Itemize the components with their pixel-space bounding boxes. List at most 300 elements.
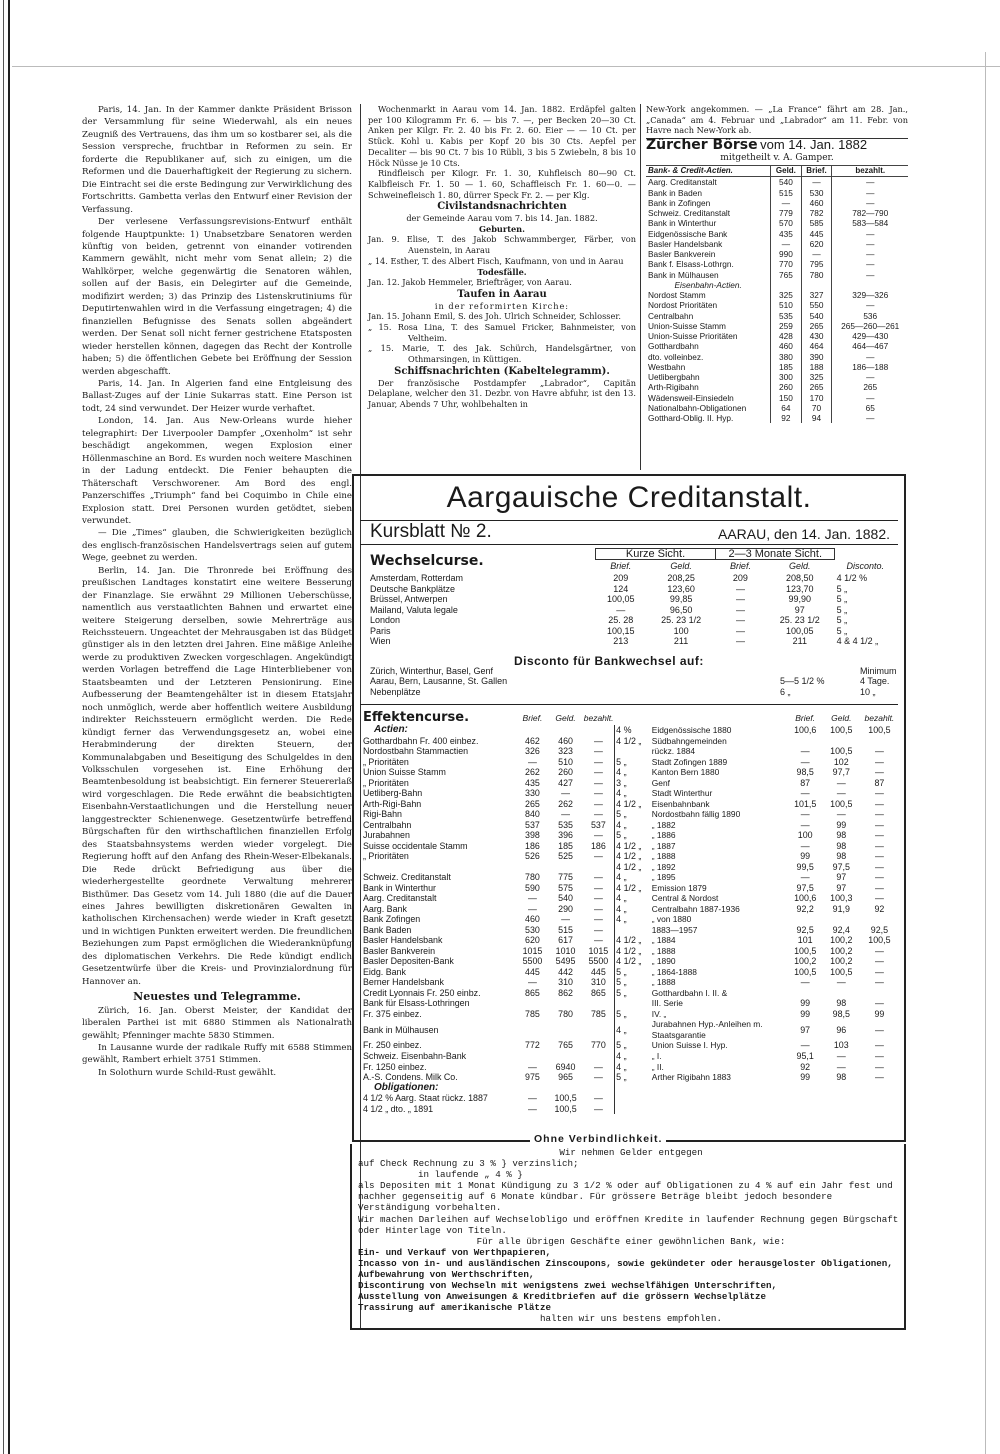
row-label: Brüssel, Antwerpen	[370, 594, 448, 605]
row-label: 4 „	[616, 1050, 627, 1061]
row-value: 975	[525, 1072, 540, 1083]
table-row	[362, 757, 900, 768]
row-value: 540	[801, 311, 832, 321]
row-value: 97,5	[832, 861, 850, 872]
row-value: —	[800, 872, 810, 883]
row-value: —	[583, 872, 615, 883]
table-row	[646, 362, 908, 372]
gutter-rule	[8, 0, 10, 1454]
row-value: 535	[771, 311, 801, 321]
row-value: 259	[771, 321, 801, 331]
row-value: 262	[525, 767, 540, 778]
row-value: —	[735, 583, 745, 594]
table-row	[646, 229, 908, 239]
row-value: —	[583, 1062, 615, 1073]
col-header: Geld.	[789, 561, 811, 572]
row-label: „ 1882	[651, 819, 676, 830]
row-value: —	[832, 270, 908, 280]
row-value: 550	[801, 300, 832, 310]
table-row	[362, 893, 900, 904]
kursblatt-title: Aargauische Creditanstalt.	[446, 481, 812, 514]
row-value: 100,2	[830, 945, 853, 956]
row-value: —	[800, 977, 810, 988]
col-header: Brief.	[522, 713, 543, 723]
table-row	[646, 393, 908, 403]
empty-cell	[651, 1083, 787, 1094]
row-label: Centralbahn	[648, 310, 694, 321]
row-value: 95,1	[796, 1050, 814, 1061]
row-value: 65	[832, 403, 908, 413]
row-label: Central & Nordost	[651, 893, 719, 904]
row-value: —	[801, 249, 832, 259]
row-value: 265	[832, 382, 908, 392]
row-value: 98	[836, 840, 847, 851]
row-value: 380	[771, 352, 801, 362]
row-value: 300	[771, 372, 801, 382]
row-value: —	[561, 914, 570, 925]
row-value: —	[836, 977, 846, 988]
row-label: Arth-Rigibahn	[648, 382, 699, 393]
offer-line: als Depositen mit 1 Monat Kündigung zu 3 1/2 % oder auf Obligationen zu 4 % auf ein Jahr fest und nachher gegenseitig auf 6 Monate kündbar. Für grössere Beträge bleibt jedoch besondere Verständigung vorbehalten.	[358, 1180, 893, 1214]
empty-cell	[859, 1083, 899, 1094]
row-value: 780	[801, 270, 832, 280]
table-row	[368, 573, 896, 583]
row-label: Wien	[370, 636, 391, 647]
row-value: 290	[558, 903, 573, 914]
row-value: 427	[558, 777, 573, 788]
row-label: Suisse occidentale Stamm	[363, 840, 468, 851]
disconto-term: Minimum	[860, 666, 897, 676]
row-label: IV. „	[651, 1008, 667, 1019]
row-value	[583, 998, 615, 1009]
row-value: 1015	[522, 945, 543, 956]
row-value: 464—467	[832, 341, 908, 351]
row-label: „ 1888	[651, 945, 676, 956]
row-value: —	[583, 830, 615, 841]
table-row	[362, 746, 900, 757]
offer-line: Ausstellung von Anweisungen & Kreditbriefen auf die grössern Wechselplätze	[358, 1291, 766, 1303]
row-value: 535	[558, 819, 573, 830]
table-row	[646, 403, 908, 413]
table-row	[362, 767, 900, 778]
row-value: 840	[525, 809, 540, 820]
row-label: Nordostbahn Stammactien	[363, 746, 469, 757]
row-label: Bank Zofingen	[363, 914, 421, 925]
row-value	[583, 1051, 615, 1062]
row-label: Basler Bankverein	[648, 249, 716, 260]
row-value: 100,5	[868, 725, 891, 735]
gutter-edge	[3, 0, 4, 1454]
row-value: —	[874, 1072, 884, 1083]
row-value: 5495	[555, 956, 576, 967]
row-value: 70	[801, 403, 832, 413]
table-row	[362, 841, 900, 852]
table-row	[646, 270, 908, 280]
row-value	[516, 1051, 548, 1062]
row-value: 188	[801, 362, 832, 372]
row-label: Jurabahnen	[363, 830, 410, 841]
disconto-place: Aarau, Bern, Lausanne, St. Gallen	[370, 676, 508, 687]
disconto-row	[370, 676, 898, 686]
row-label: Union Suisse I. Hyp.	[651, 1040, 728, 1051]
row-label: Bank für Elsass-Lothringen	[363, 998, 470, 1009]
row-value: 310	[583, 977, 615, 988]
row-label: Basler Bankverein	[363, 945, 436, 956]
row-label: A.-S. Condens. Milk Co.	[363, 1072, 458, 1083]
row-label: 5 „	[616, 977, 627, 988]
disconto-term: 4 Tage.	[860, 676, 890, 687]
row-value: —	[832, 372, 908, 382]
row-value: 530	[525, 924, 540, 935]
section-label: Obligationen:	[374, 1081, 439, 1093]
row-value: 265—260—261	[832, 321, 908, 331]
row-label: Union-Suisse Prioritäten	[648, 331, 738, 342]
row-value: 585	[801, 218, 832, 228]
row-value: —	[528, 1103, 537, 1114]
row-label: Basler Handelsbank	[648, 238, 723, 249]
news-item: In Solothurn wurde Schild-Rust gewählt.	[98, 1067, 277, 1078]
ohne-verbindlichkeit: Ohne Verbindlichkeit.	[530, 1133, 666, 1145]
row-label: Centralbahn	[363, 819, 412, 830]
row-label: Stadt Winterthur	[651, 788, 713, 799]
row-value: —	[874, 872, 884, 883]
row-value: 327	[801, 290, 832, 300]
row-value: 590	[525, 882, 540, 893]
empty-cell	[787, 1104, 823, 1115]
row-label: Bank in Baden	[648, 187, 702, 198]
row-value: —	[874, 861, 884, 872]
schiffsnachrichten-text: Der französische Postdampfer „Labrador“, Capitän Delaplane, welcher den 31. Dezbr. von Havre abfuhr, ist den 13. Januar, Abends 7 Uhr, wohlbehalten in	[368, 377, 636, 409]
row-label: 4 1/2 „	[616, 882, 642, 893]
row-label	[615, 925, 651, 936]
row-value: —	[735, 615, 745, 626]
boerse-header	[646, 138, 908, 153]
table-row	[362, 1009, 900, 1020]
row-value: —	[874, 1050, 884, 1061]
disconto-rate: 6 „	[780, 686, 791, 697]
row-value: 98	[836, 998, 847, 1009]
row-label: 4 1/2 % Aarg. Staat rückz. 1887	[363, 1093, 488, 1104]
row-value: 325	[801, 372, 832, 382]
row-label: 4 1/2 „	[616, 851, 642, 862]
row-value	[787, 914, 823, 925]
row-value: 772	[525, 1040, 540, 1051]
row-value: 100,5	[868, 935, 891, 946]
row-value	[787, 988, 823, 999]
table-row	[362, 998, 900, 1009]
row-value: 782	[801, 208, 832, 218]
row-value: 150	[771, 393, 801, 403]
row-value: 770	[583, 1040, 615, 1051]
row-value: 537	[525, 819, 540, 830]
row-value: 92,2	[796, 903, 814, 914]
row-value: 325	[771, 290, 801, 300]
row-label: „ 1887	[651, 840, 676, 851]
row-value: 100,15	[606, 625, 635, 636]
row-value	[823, 736, 859, 747]
row-value: —	[832, 229, 908, 239]
row-label: Bank in Mülhausen	[363, 1024, 439, 1035]
table-row	[362, 883, 900, 894]
row-value: 98	[836, 830, 847, 841]
row-value: 262	[558, 798, 573, 809]
row-label: „ 1892	[651, 861, 676, 872]
row-value: 99	[800, 1008, 811, 1019]
row-value: 209	[732, 573, 748, 584]
row-value: 92	[800, 1061, 811, 1072]
row-value: 460	[558, 735, 573, 746]
row-value: 329—326	[832, 290, 908, 300]
table-row	[362, 967, 900, 978]
row-value: —	[528, 1093, 537, 1104]
row-label	[615, 746, 651, 757]
row-label: London	[370, 615, 401, 626]
boerse-title: Zürcher Börse	[646, 137, 758, 154]
wochenmarkt: Wochenmarkt in Aarau vom 14. Jan. 1882. Erdäpfel galten per 100 Kilogramm Fr. 6. — bis 7. —, per Becken 20—30 Ct. Anken per Kilgr. Fr. 2. 40 bis Fr. 2. 60. Eier — — 10 Ct. per Stück. Kohl u. Kabis per Kopf 20 bis 30 Cts. Aepfel per Decaliter — bis 90 Ct. 7 bis 10 Rübli, 3 bis 5 Zwiebeln, 8 bis 10 Höck Nüsse je 10 Cts.	[368, 104, 636, 168]
row-value: —	[832, 177, 908, 188]
row-label: 4 „	[616, 903, 627, 914]
article-paragraph: Paris, 14. Jan. In der Kammer dankte Präsident Brisson der Versammlung für seine Wiederwahl, als ein neues Zeugniß des Vertrauens, das ihm um so kostbarer sei, als die Session verspreche, fruchtbar in Reformen zu sein. Er forderte die Republikaner auf, sich zu einigen, um die Reformen und die Dauerhaftigkeit der Regierung zu sichern. Die Eintracht sei die erste Bedingung zur Verwirklichung des Fortschritts. Gambetta verlas den Entwurf einer Revision der Verfassung.	[82, 105, 352, 215]
offer-line: Wir machen Darleihen auf Wechselobligo und eröffnen Kredite in laufender Rechnung gegen Bürgschaft oder Hinterlage von Titeln.	[358, 1213, 899, 1236]
row-value: —	[583, 809, 615, 820]
row-value: —	[832, 239, 908, 249]
row-label: Union-Suisse Stamm	[648, 320, 726, 331]
row-label: Fr. 250 einbez.	[363, 1040, 422, 1051]
disconto-row	[370, 666, 898, 676]
row-value: —	[832, 352, 908, 362]
row-value: —	[832, 249, 908, 259]
row-value: 87	[800, 777, 811, 788]
row-value: —	[874, 882, 884, 893]
row-label: 4 1/2 „ dto. „ 1891	[363, 1103, 434, 1114]
row-value: 445	[525, 966, 540, 977]
row-value: —	[583, 904, 615, 915]
row-value: 515	[771, 188, 801, 198]
row-value: —	[561, 788, 570, 799]
row-label: Eidgenössische 1880	[651, 725, 732, 735]
row-label: Bank in Zofingen	[648, 197, 711, 208]
row-label: 5 „	[616, 1008, 627, 1019]
row-value: —	[583, 1072, 615, 1083]
row-value: 92,4	[832, 924, 850, 935]
news-item: Zürich, 16. Jan. Oberst Meister, der Kandidat der liberalen Parthei ist mit 6880 Stimmen als Nationalrath gewählt; Pfenninger machte 5830 Stimmen.	[82, 1005, 352, 1041]
table-row	[646, 218, 908, 228]
row-value: 94	[801, 413, 832, 423]
row-value: 310	[558, 977, 573, 988]
row-value: 97	[794, 604, 805, 615]
row-value: —	[874, 998, 884, 1009]
schiffsnachrichten-heading: Schiffsnachrichten (Kabeltelegramm).	[394, 365, 610, 377]
row-value: 211	[673, 636, 689, 647]
row-value: 323	[558, 746, 573, 757]
offer-line: Wir nehmen Gelder entgegen	[559, 1147, 703, 1158]
row-label: Bank f. Elsass-Lothrgn.	[648, 259, 734, 270]
disconto-heading: Disconto für Bankwechsel auf:	[514, 654, 704, 668]
row-value	[583, 862, 615, 873]
row-value: 101	[797, 935, 813, 946]
row-value: 98	[836, 1072, 847, 1083]
row-value: 92	[771, 413, 801, 423]
taufen-subheading: in der reformirten Kirche:	[434, 300, 570, 311]
empty-cell	[787, 1093, 823, 1104]
row-value: 102	[833, 756, 849, 767]
kursblatt-box	[352, 474, 906, 1142]
row-label: „ 1864-1888	[651, 966, 697, 977]
wechselcurse-table	[368, 548, 896, 647]
row-value: 525	[558, 851, 573, 862]
row-value: —	[874, 830, 884, 841]
row-value: 775	[558, 872, 573, 883]
row-label: „ von 1880	[651, 914, 692, 925]
row-value: 540	[771, 177, 801, 188]
row-label: „ 1884	[651, 935, 676, 946]
boerse-mitgeteilt: mitgetheilt v. A. Gamper.	[720, 152, 834, 163]
table-row	[646, 188, 908, 198]
table-section-row	[646, 280, 908, 290]
row-value: —	[832, 413, 908, 423]
taufe-entry: Jan. 15. Johann Emil, S. des Joh. Ulrich Schneider, Schlosser.	[368, 311, 621, 322]
todesfall-entry: Jan. 12. Jakob Hemmeler, Briefträger, von Aarau.	[368, 277, 572, 288]
row-value: 5500	[583, 956, 615, 967]
table-row	[646, 290, 908, 300]
row-value: —	[874, 945, 884, 956]
row-value	[859, 914, 899, 925]
article-paragraph: Der verlesene Verfassungsrevisions-Entwurf enthält folgende Hauptpunkte: 1) Unabsetzbare Senatoren werden künftig von beiden, getrennt von einander votirenden Kammern gewählt, nicht mehr vom Senat allein; 2) die Wahlkörper, welche gegenwärtig die Senatoren wählen, sollen auf der Basis, ein Delegirter auf die Gemeinde, modifizirt werden; 3) das Prinzip des Listenskrutiniums für Deputirtenwahlen wird in die Verfassung eingetragen; 4) die finanziellen Befugnisse des Senats sollen abgeändert werden. Der Senat soll nicht ferner gestrichene Etatsposten wieder herstellen können, dagegen das Recht der Kontrolle haben; 5) die öffentlichen Gebete bei Eröffnung der Session werden abgeschafft.	[82, 217, 352, 377]
row-label: Aarg. Creditanstalt	[363, 893, 437, 904]
row-value: —	[800, 1040, 810, 1051]
table-row	[362, 1072, 900, 1083]
row-value: 87	[874, 777, 885, 788]
row-value: 186—188	[832, 362, 908, 372]
table-row	[362, 1051, 900, 1062]
row-value: —	[836, 1050, 846, 1061]
table-row	[362, 736, 900, 747]
row-label: Nordost Stamm	[648, 290, 706, 301]
row-value: 4 & 4 1/2 „	[836, 636, 879, 647]
table-row	[362, 946, 900, 957]
empty-cell	[516, 725, 548, 736]
row-label: 4 1/2 „	[616, 956, 642, 967]
disconto-row	[370, 687, 898, 697]
row-label: Stadt Zofingen 1889	[651, 756, 728, 767]
table-row	[368, 615, 896, 625]
row-label: „ 1890	[651, 956, 676, 967]
row-value	[823, 988, 859, 999]
row-value: 100,5	[830, 798, 853, 809]
row-label: 4 „	[616, 893, 627, 904]
row-label: 4 1/2 „	[616, 935, 642, 946]
row-value: —	[583, 935, 615, 946]
table-row	[362, 778, 900, 789]
table-row	[646, 198, 908, 208]
row-value: —	[528, 903, 537, 914]
empty-cell	[549, 725, 583, 736]
col-header: bezahlt.	[832, 166, 908, 177]
row-label: 5 „	[616, 987, 627, 998]
row-value: —	[528, 756, 537, 767]
row-value: 4 1/2 %	[836, 573, 868, 584]
row-value: —	[874, 756, 884, 767]
col-header: Bank- & Credit-Actien.	[646, 166, 771, 177]
row-value: 170	[801, 393, 832, 403]
row-value: 97	[836, 882, 847, 893]
row-value	[859, 736, 899, 747]
news-item: In Lausanne wurde der radikale Ruffy mit 6588 Stimmen gewählt, Rambert erhielt 3751 Stimmen.	[82, 1042, 352, 1066]
table-row	[368, 594, 896, 604]
row-label: 4 1/2 „	[616, 840, 642, 851]
table-row	[362, 799, 900, 810]
row-value: 795	[801, 259, 832, 269]
offer-box	[350, 1144, 906, 1330]
row-label: 1883—1957	[651, 924, 698, 935]
row-value: 100,5	[830, 725, 853, 735]
row-value: —	[583, 799, 615, 810]
row-label: 4 1/2 „	[616, 861, 642, 872]
row-value: 100,2	[830, 956, 853, 967]
row-label: 4 „	[616, 767, 627, 778]
row-label: Jurabahnen Hyp.-Anleihen m. Staatsgarantie	[651, 1019, 763, 1040]
row-value: 97	[800, 1024, 811, 1035]
row-value: 782—790	[832, 208, 908, 218]
row-value: 442	[558, 966, 573, 977]
table-row	[362, 820, 900, 831]
row-value: 99	[836, 819, 847, 830]
table-row	[646, 372, 908, 382]
neuestes-heading: Neuestes und Telegramme.	[133, 990, 301, 1004]
row-value: —	[583, 778, 615, 789]
right-column	[646, 104, 908, 423]
disconto-rate: 5—5 1/2 %	[780, 676, 825, 687]
row-value: 100	[673, 625, 689, 636]
boerse-table	[646, 165, 908, 423]
row-label: 4 „	[616, 914, 627, 925]
row-value: 570	[771, 218, 801, 228]
row-value: 100,5	[554, 1093, 577, 1104]
table-row	[646, 259, 908, 269]
empty-cell	[823, 1104, 859, 1115]
row-value: —	[800, 746, 810, 757]
row-value: 100,5	[554, 1103, 577, 1114]
row-label: Gotthardbahn	[648, 341, 699, 352]
row-value: 100,6	[794, 893, 817, 904]
row-label: Schweiz. Creditanstalt	[363, 872, 451, 883]
table-row	[646, 208, 908, 218]
row-label: 4 1/2 „	[616, 945, 642, 956]
row-value: 536	[832, 311, 908, 321]
col-header: Brief.	[801, 166, 832, 177]
table-row	[362, 935, 900, 946]
taufen-heading: Taufen in Aarau	[457, 288, 547, 300]
row-value: —	[800, 756, 810, 767]
offer-line: Discontirung von Wechseln mit wenigstens zwei wechselfähigen Unterschriften,	[358, 1280, 778, 1292]
row-label: Gotthardbahn I. II. &	[651, 987, 728, 998]
row-value: 620	[801, 239, 832, 249]
row-label: „ 1888	[651, 851, 676, 862]
row-value: 186	[525, 840, 540, 851]
col-header: Geld.	[555, 713, 576, 723]
article-paragraph: — Die „Times“ glauben, die Schwierigkeiten bezüglich des englisch-französischen Handelsvertrags seien auf gutem Wege, geebnet zu werden.	[82, 528, 352, 564]
row-value: 5 „	[836, 583, 848, 594]
todesfaelle-heading: Todesfälle.	[477, 266, 527, 277]
row-value: 390	[801, 352, 832, 362]
row-value: 100,05	[606, 594, 635, 605]
row-value: 460	[525, 914, 540, 925]
row-value: 123,60	[667, 583, 695, 594]
row-label: Nationalbahn-Obligationen	[648, 402, 747, 413]
table-row	[362, 1083, 900, 1094]
row-value: 96,50	[669, 604, 693, 615]
row-value: —	[800, 809, 810, 820]
